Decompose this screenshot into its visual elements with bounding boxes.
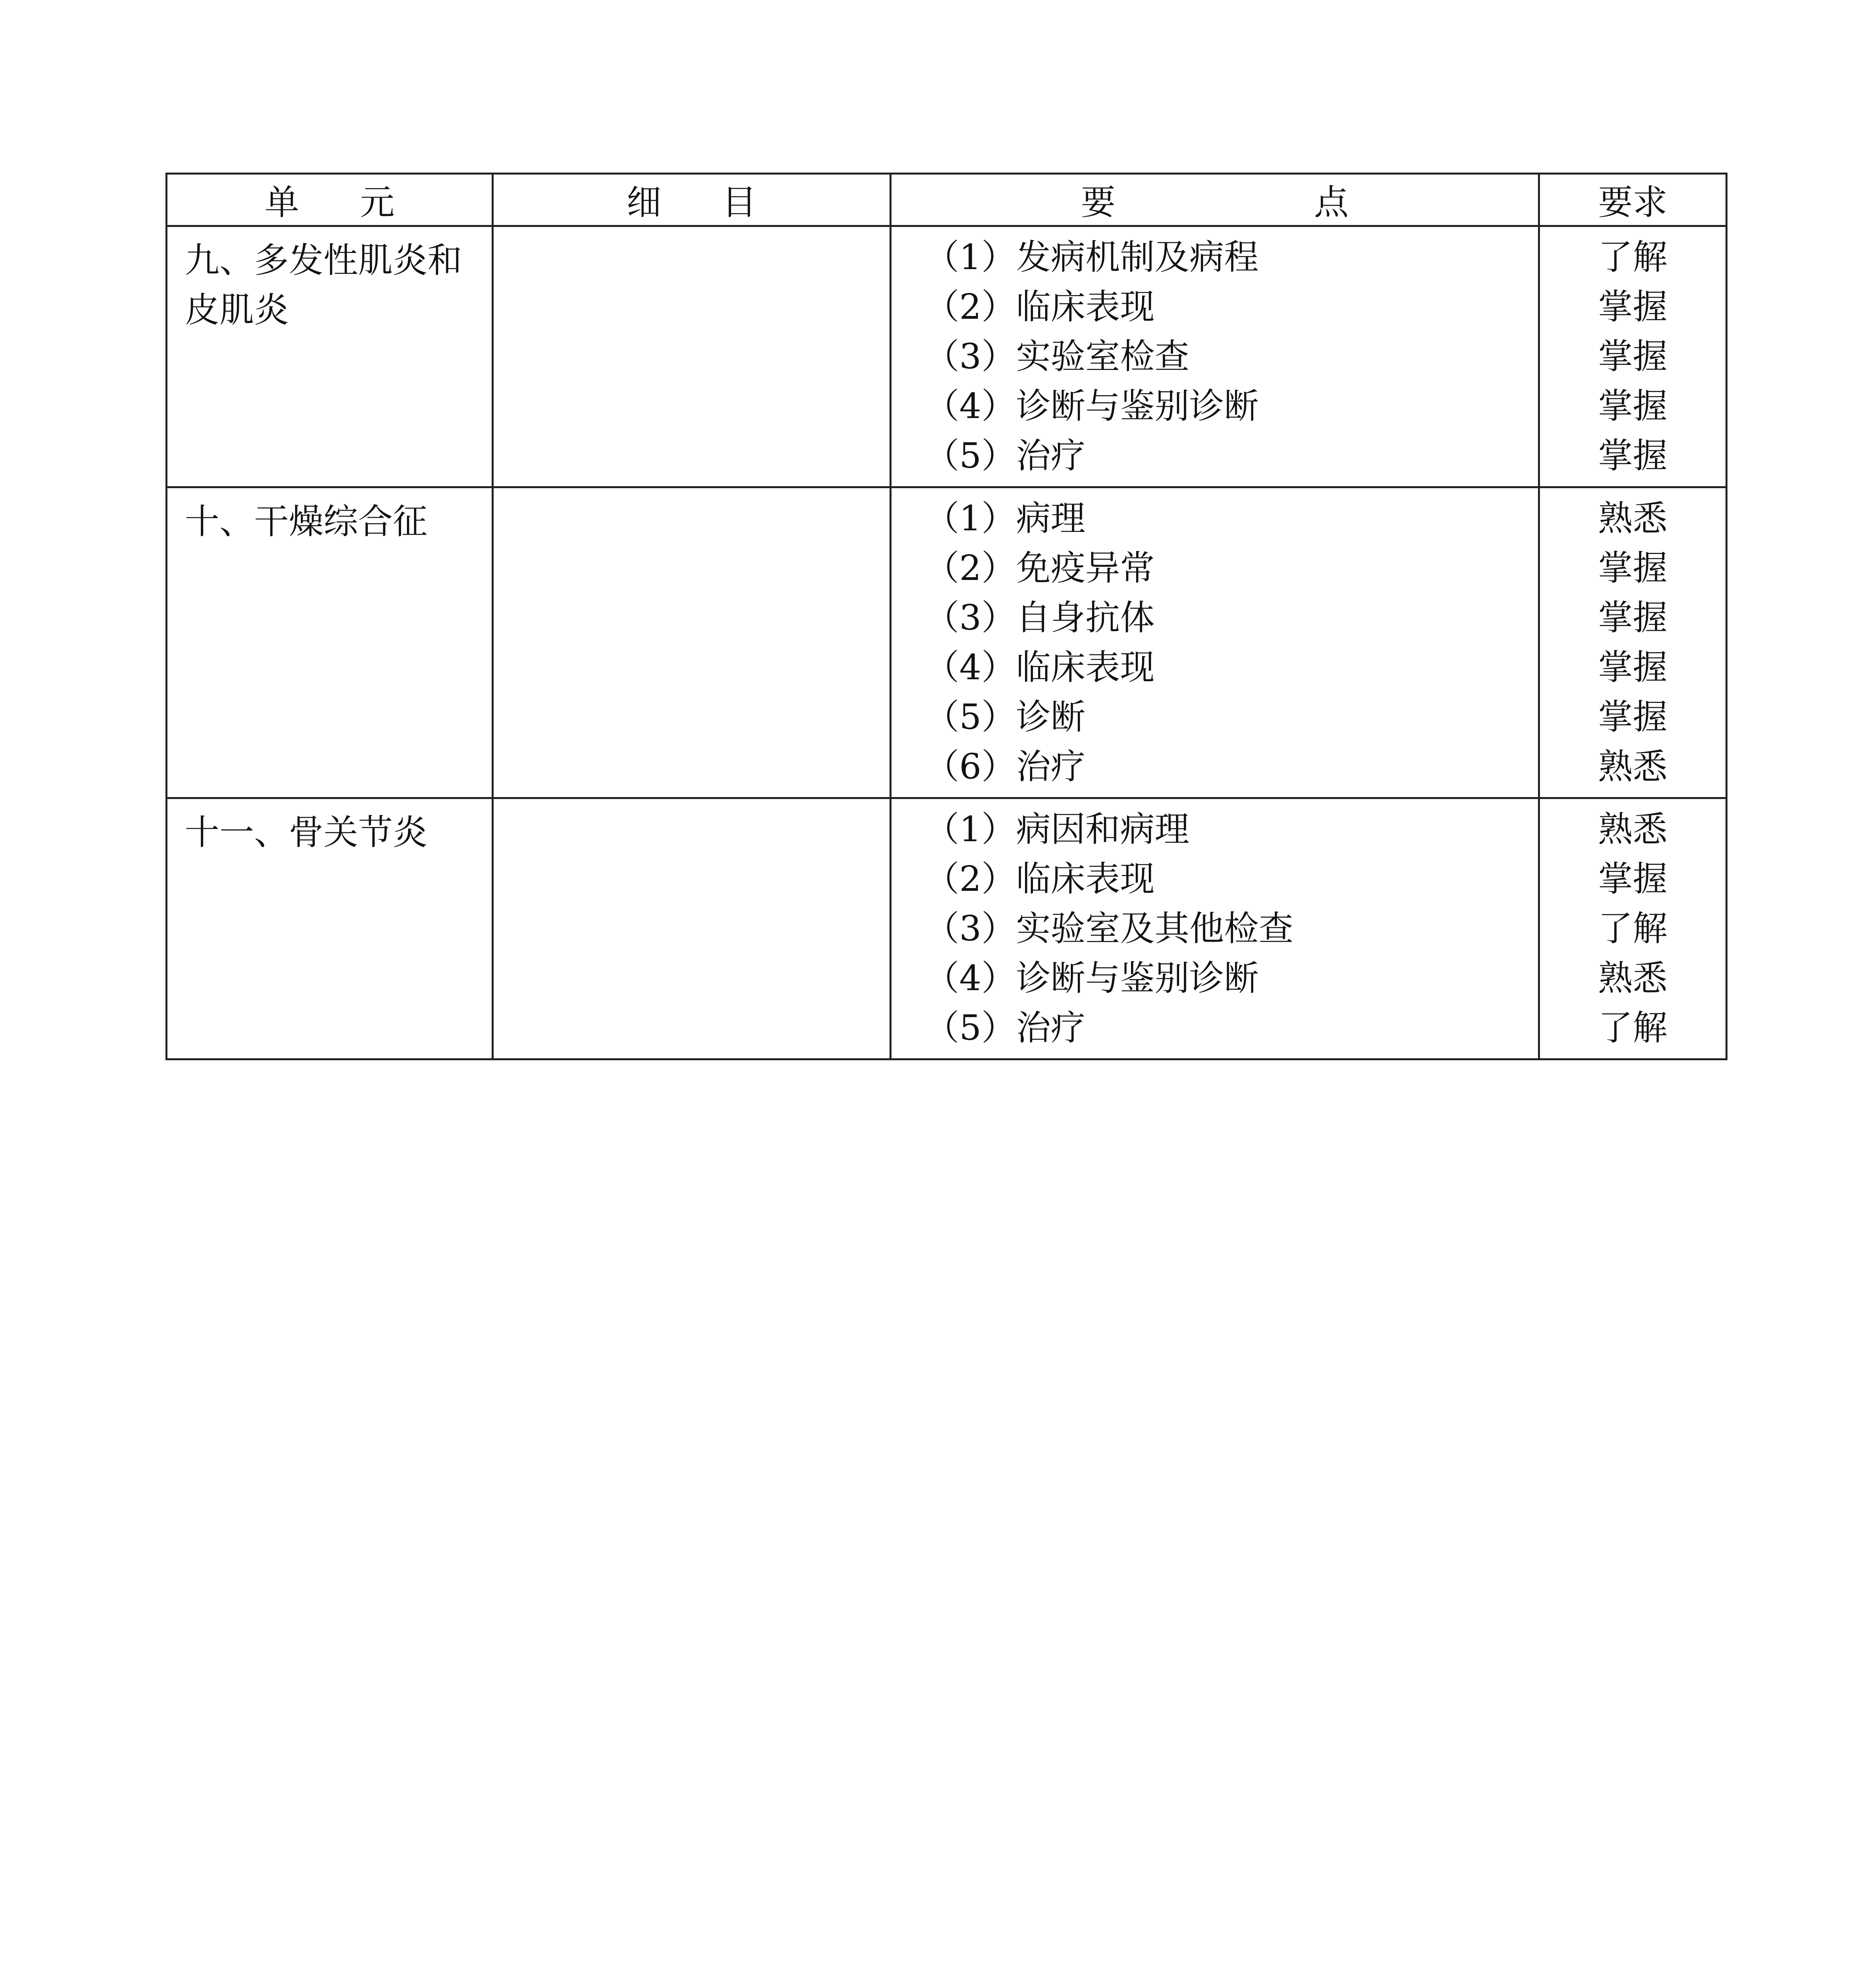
- requirement-item: 掌握: [1598, 336, 1668, 377]
- unit-line: 九、多发性肌炎和: [185, 240, 462, 281]
- syllabus-table: [165, 173, 1727, 1060]
- points-cell: [891, 487, 1539, 798]
- requirement-item: 掌握: [1598, 697, 1668, 737]
- header-unit-char-1: 单: [264, 182, 299, 223]
- point-item: （1）病理: [925, 498, 1085, 539]
- requirement-cell: [1539, 798, 1727, 1059]
- detail-cell: [493, 226, 891, 487]
- unit-line: 皮肌炎: [185, 290, 289, 330]
- point-item: （2）临床表现: [925, 859, 1155, 899]
- requirement-item: 熟悉: [1598, 809, 1668, 849]
- requirement-item: 熟悉: [1598, 498, 1668, 539]
- header-row: [167, 174, 1727, 226]
- header-points-char-2: 点: [1314, 182, 1349, 223]
- point-item: （6）治疗: [925, 746, 1085, 787]
- requirement-item: 了解: [1598, 237, 1668, 277]
- unit-line: 十、干燥综合征: [185, 501, 428, 542]
- requirement-item: 掌握: [1598, 859, 1668, 899]
- requirement-item: 掌握: [1598, 647, 1668, 688]
- point-item: （4）临床表现: [925, 647, 1155, 688]
- detail-cell: [493, 798, 891, 1059]
- requirement-item: 了解: [1598, 908, 1668, 949]
- requirement-item: 掌握: [1598, 386, 1668, 426]
- table-header: [167, 174, 1727, 226]
- header-detail-char-1: 细: [626, 182, 661, 223]
- unit-cell: [167, 487, 493, 798]
- requirement-item: 掌握: [1598, 286, 1668, 327]
- point-item: （3）自身抗体: [925, 597, 1155, 638]
- header-unit-char-2: 元: [360, 182, 395, 223]
- point-item: （2）临床表现: [925, 286, 1155, 327]
- point-item: （4）诊断与鉴别诊断: [925, 386, 1259, 426]
- unit-cell: [167, 226, 493, 487]
- header-requirement: 要求: [1539, 174, 1727, 226]
- point-item: （5）治疗: [925, 1007, 1085, 1048]
- header-points: [891, 174, 1539, 226]
- unit-cell: [167, 798, 493, 1059]
- point-item: （3）实验室及其他检查: [925, 908, 1293, 949]
- points-cell: [891, 798, 1539, 1059]
- point-item: （5）诊断: [925, 697, 1085, 737]
- requirement-cell: [1539, 487, 1727, 798]
- header-points-char-1: 要: [1081, 182, 1116, 223]
- point-item: （1）病因和病理: [925, 809, 1189, 849]
- requirement-item: 掌握: [1598, 548, 1668, 588]
- unit-line: 十一、骨关节炎: [185, 812, 428, 853]
- table-body: [167, 226, 1727, 1059]
- requirement-item: 掌握: [1598, 435, 1668, 476]
- requirement-item: 熟悉: [1598, 958, 1668, 998]
- requirement-item: 熟悉: [1598, 746, 1668, 787]
- requirement-item: 了解: [1598, 1007, 1668, 1048]
- points-cell: [891, 226, 1539, 487]
- point-item: （2）免疫异常: [925, 548, 1155, 588]
- table-row: [167, 487, 1727, 798]
- requirement-cell: [1539, 226, 1727, 487]
- point-item: （4）诊断与鉴别诊断: [925, 958, 1259, 998]
- table-row: [167, 798, 1727, 1059]
- header-detail: [493, 174, 891, 226]
- header-detail-char-2: 目: [722, 182, 757, 223]
- table-row: [167, 226, 1727, 487]
- requirement-item: 掌握: [1598, 597, 1668, 638]
- point-item: （3）实验室检查: [925, 336, 1189, 377]
- point-item: （1）发病机制及病程: [925, 237, 1259, 277]
- detail-cell: [493, 487, 891, 798]
- header-unit: [167, 174, 493, 226]
- point-item: （5）治疗: [925, 435, 1085, 476]
